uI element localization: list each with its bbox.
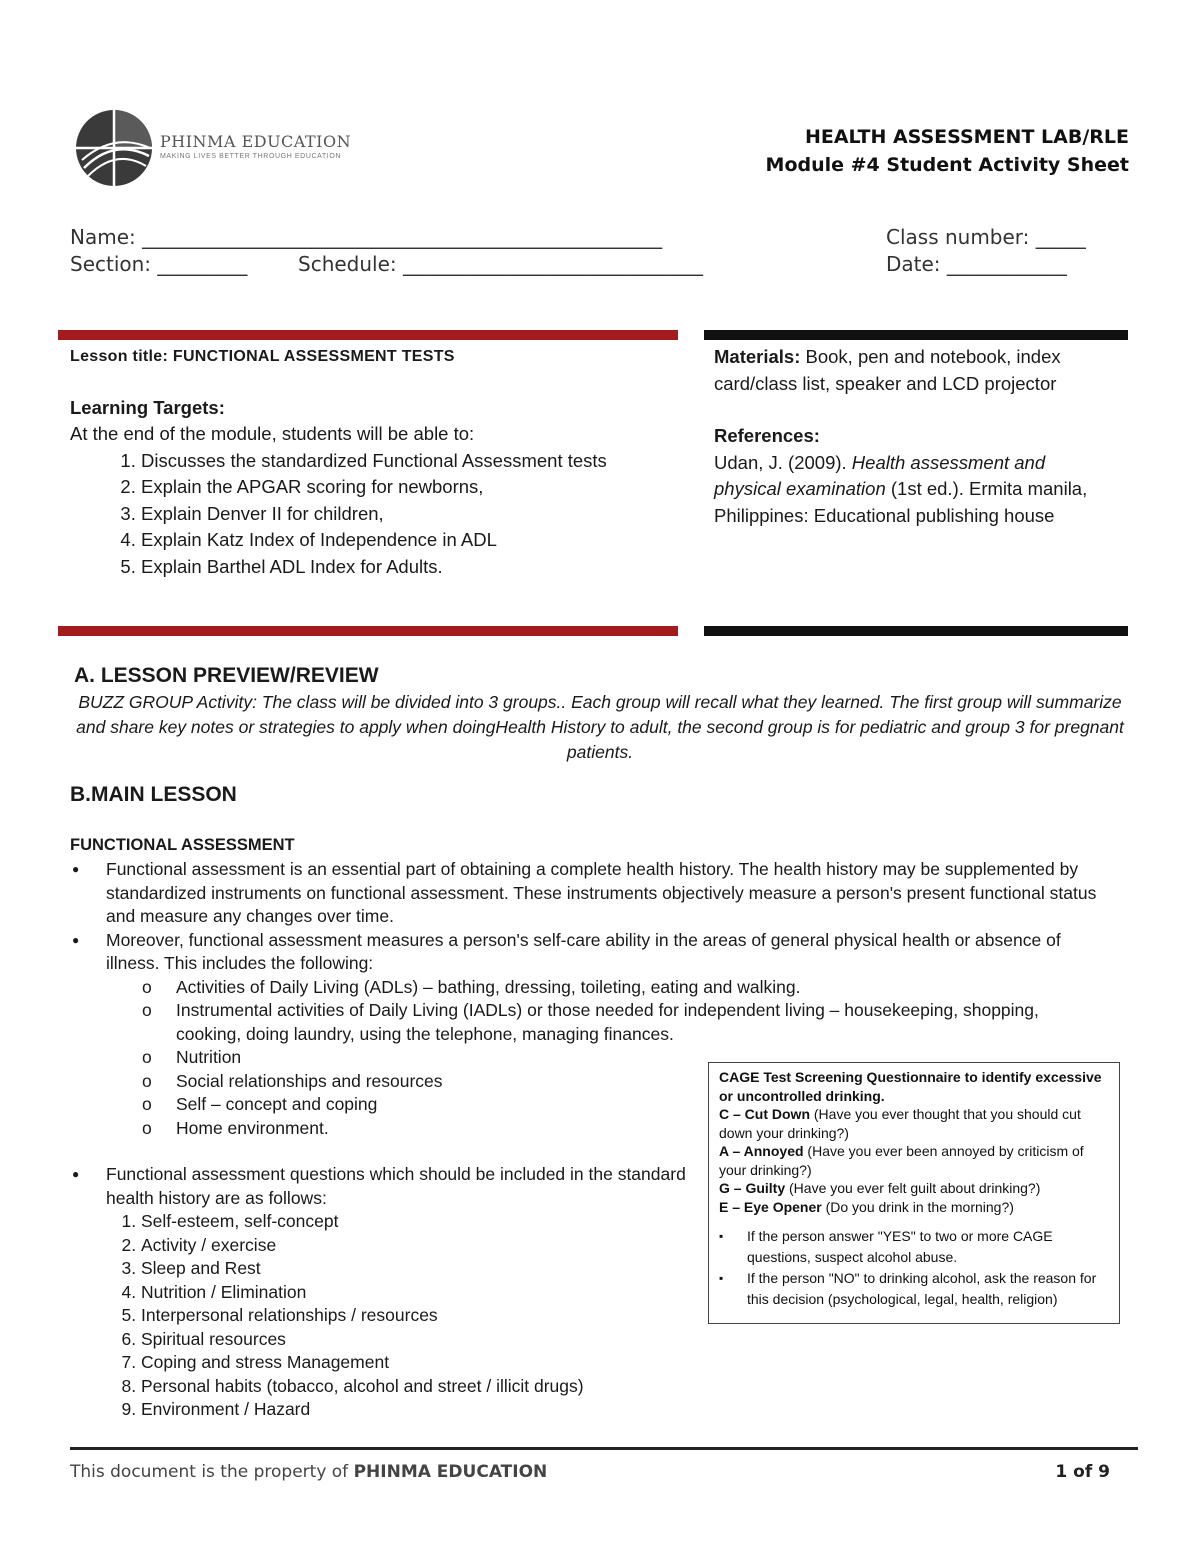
- footer-divider: [70, 1447, 1138, 1450]
- question-item: 4. Nutrition / Elimination: [141, 1281, 1100, 1305]
- reference-author: Udan, J. (2009).: [714, 451, 852, 473]
- cage-item: [719, 1179, 1109, 1198]
- sub-item: o Home environment.: [70, 1117, 1100, 1141]
- lesson-panel: [70, 344, 670, 580]
- class-number-field[interactable]: Class number: _____: [886, 225, 1086, 249]
- bullet-text: ● Functional assessment questions which should be included in the standard health history are as follows:: [106, 1164, 686, 1208]
- cage-note: ▪ If the person answer "YES" to two or more CAGE questions, suspect alcohol abuse.: [719, 1226, 1109, 1268]
- bullet-item: [70, 858, 1100, 929]
- cage-item-key: A – Annoyed: [719, 1143, 804, 1159]
- logo-name: PHINMA EDUCATION: [160, 132, 352, 151]
- question-item: 1. Self-esteem, self-concept: [141, 1210, 1100, 1234]
- question-item: 5. Interpersonal relationships / resources: [141, 1304, 1100, 1328]
- cage-item-key: E – Eye Opener: [719, 1198, 822, 1215]
- footer-owner: PHINMA EDUCATION: [353, 1462, 548, 1482]
- footer-ownership: [70, 1462, 547, 1482]
- footer-prefix: This document is the property of: [70, 1462, 354, 1482]
- question-item: 6. Spiritual resources: [141, 1328, 1100, 1352]
- date-field[interactable]: Date: ____________: [886, 252, 1067, 276]
- top-black-divider: [704, 330, 1128, 340]
- learning-target: 1. Discusses the standardized Functional Assessment tests: [141, 448, 670, 475]
- bottom-black-divider: [704, 626, 1128, 636]
- bullet-text: Functional assessment is an essential part of obtaining a complete health history. The health history may be supplemented by standardized instruments on functional assessment. These instruments objectively measure a person's present functional status and measure any changes over time.: [106, 859, 1097, 926]
- cage-title: CAGE Test Screening Questionnaire to identify excessive or uncontrolled drinking.: [719, 1069, 1102, 1104]
- reference-entry: [714, 450, 1114, 530]
- learning-target: 3. Explain Denver II for children,: [141, 501, 670, 528]
- question-item: 3. Sleep and Rest: [141, 1257, 1100, 1281]
- functional-assessment-heading: FUNCTIONAL ASSESSMENT: [70, 836, 295, 854]
- cage-item-key: C – Cut Down: [719, 1106, 810, 1122]
- learning-targets-intro: At the end of the module, students will be able to:: [70, 423, 475, 444]
- sub-item: o Activities of Daily Living (ADLs) – bathing, dressing, toileting, eating and walking.: [70, 976, 1100, 1000]
- section-a-heading: A. LESSON PREVIEW/REVIEW: [74, 664, 379, 687]
- cage-notes: [719, 1226, 1109, 1310]
- question-item: 9. Environment / Hazard: [141, 1398, 1100, 1422]
- cage-item-key: G – Guilty: [719, 1180, 786, 1196]
- cage-item: [719, 1105, 1109, 1142]
- section-b-heading: B.MAIN LESSON: [70, 783, 237, 806]
- lesson-title: Lesson title: FUNCTIONAL ASSESSMENT TESTS: [70, 348, 455, 365]
- schedule-field[interactable]: Schedule: ______________________________: [298, 252, 703, 276]
- document-header: [766, 123, 1129, 179]
- top-red-divider: [58, 330, 678, 340]
- sub-item: o Nutrition: [70, 1046, 1100, 1070]
- bottom-red-divider: [58, 626, 678, 636]
- reference-title: Health assessment and physical examination: [714, 451, 1046, 499]
- cage-note: ▪ If the person "NO" to drinking alcohol, ask the reason for this decision (psychological, legal, health, religion): [719, 1268, 1109, 1310]
- sub-item: o Social relationships and resources: [70, 1070, 1100, 1094]
- cage-item-desc: (Do you drink in the morning?): [821, 1198, 1014, 1215]
- phinma-logo: [74, 108, 352, 188]
- question-item: 2. Activity / exercise: [141, 1234, 1100, 1258]
- cage-item: [719, 1198, 1109, 1217]
- bullet-text: Moreover, functional assessment measures a person's self-care ability in the areas of general physical health or absence of illness. This includes the following:: [106, 929, 1061, 973]
- materials-text: Book, pen and notebook, index card/class list, speaker and LCD projector: [714, 346, 1061, 394]
- materials-label: Materials:: [714, 346, 801, 367]
- reference-rest: (1st ed.). Ermita manila, Philippines: Educational publishing house: [714, 478, 1088, 526]
- cage-questionnaire-box: [708, 1062, 1120, 1324]
- materials-panel: [714, 344, 1114, 529]
- learning-target: 4. Explain Katz Index of Independence in ADL: [141, 527, 670, 554]
- sub-item: o Instrumental activities of Daily Living (IADLs) or those needed for independent living – housekeeping, shopping, cooking, doing laundry, using the telephone, managing finances.: [70, 999, 1100, 1046]
- cage-item-desc: (Have you ever thought that you should cut down your drinking?): [719, 1106, 1081, 1141]
- cage-item-desc: (Have you ever been annoyed by criticism of your drinking?): [719, 1143, 1084, 1178]
- learning-target: 5. Explain Barthel ADL Index for Adults.: [141, 554, 670, 581]
- logo-tagline: MAKING LIVES BETTER THROUGH EDUCATION: [160, 153, 342, 160]
- module-title: Module #4 Student Activity Sheet: [765, 154, 1129, 176]
- page-number: 1 of 9: [1055, 1462, 1110, 1482]
- learning-targets-list: [70, 448, 670, 581]
- learning-targets-label: Learning Targets:: [70, 396, 225, 418]
- cage-item: [719, 1142, 1109, 1179]
- logo-emblem-icon: [74, 108, 154, 188]
- learning-target: 2. Explain the APGAR scoring for newborns,: [141, 474, 670, 501]
- name-field[interactable]: Name: ____________________________________________________: [70, 225, 663, 249]
- sub-item: o Self – concept and coping: [70, 1093, 1100, 1117]
- course-title: HEALTH ASSESSMENT LAB/RLE: [804, 126, 1129, 148]
- references-label: References:: [714, 425, 820, 446]
- question-item: 8. Personal habits (tobacco, alcohol and street / illicit drugs): [141, 1375, 1100, 1399]
- section-field[interactable]: Section: _________: [70, 252, 248, 276]
- cage-item-desc: (Have you ever felt guilt about drinking?): [785, 1180, 1041, 1196]
- buzz-group-text: BUZZ GROUP Activity: The class will be divided into 3 groups.. Each group will recall what they learned. The first group will summarize and share key notes or strategies to apply when doingHealth History to adult, the second group is for pediatric and group 3 for pregnant patients.: [76, 692, 1124, 762]
- materials: [714, 344, 1114, 397]
- question-item: 7. Coping and stress Management: [141, 1351, 1100, 1375]
